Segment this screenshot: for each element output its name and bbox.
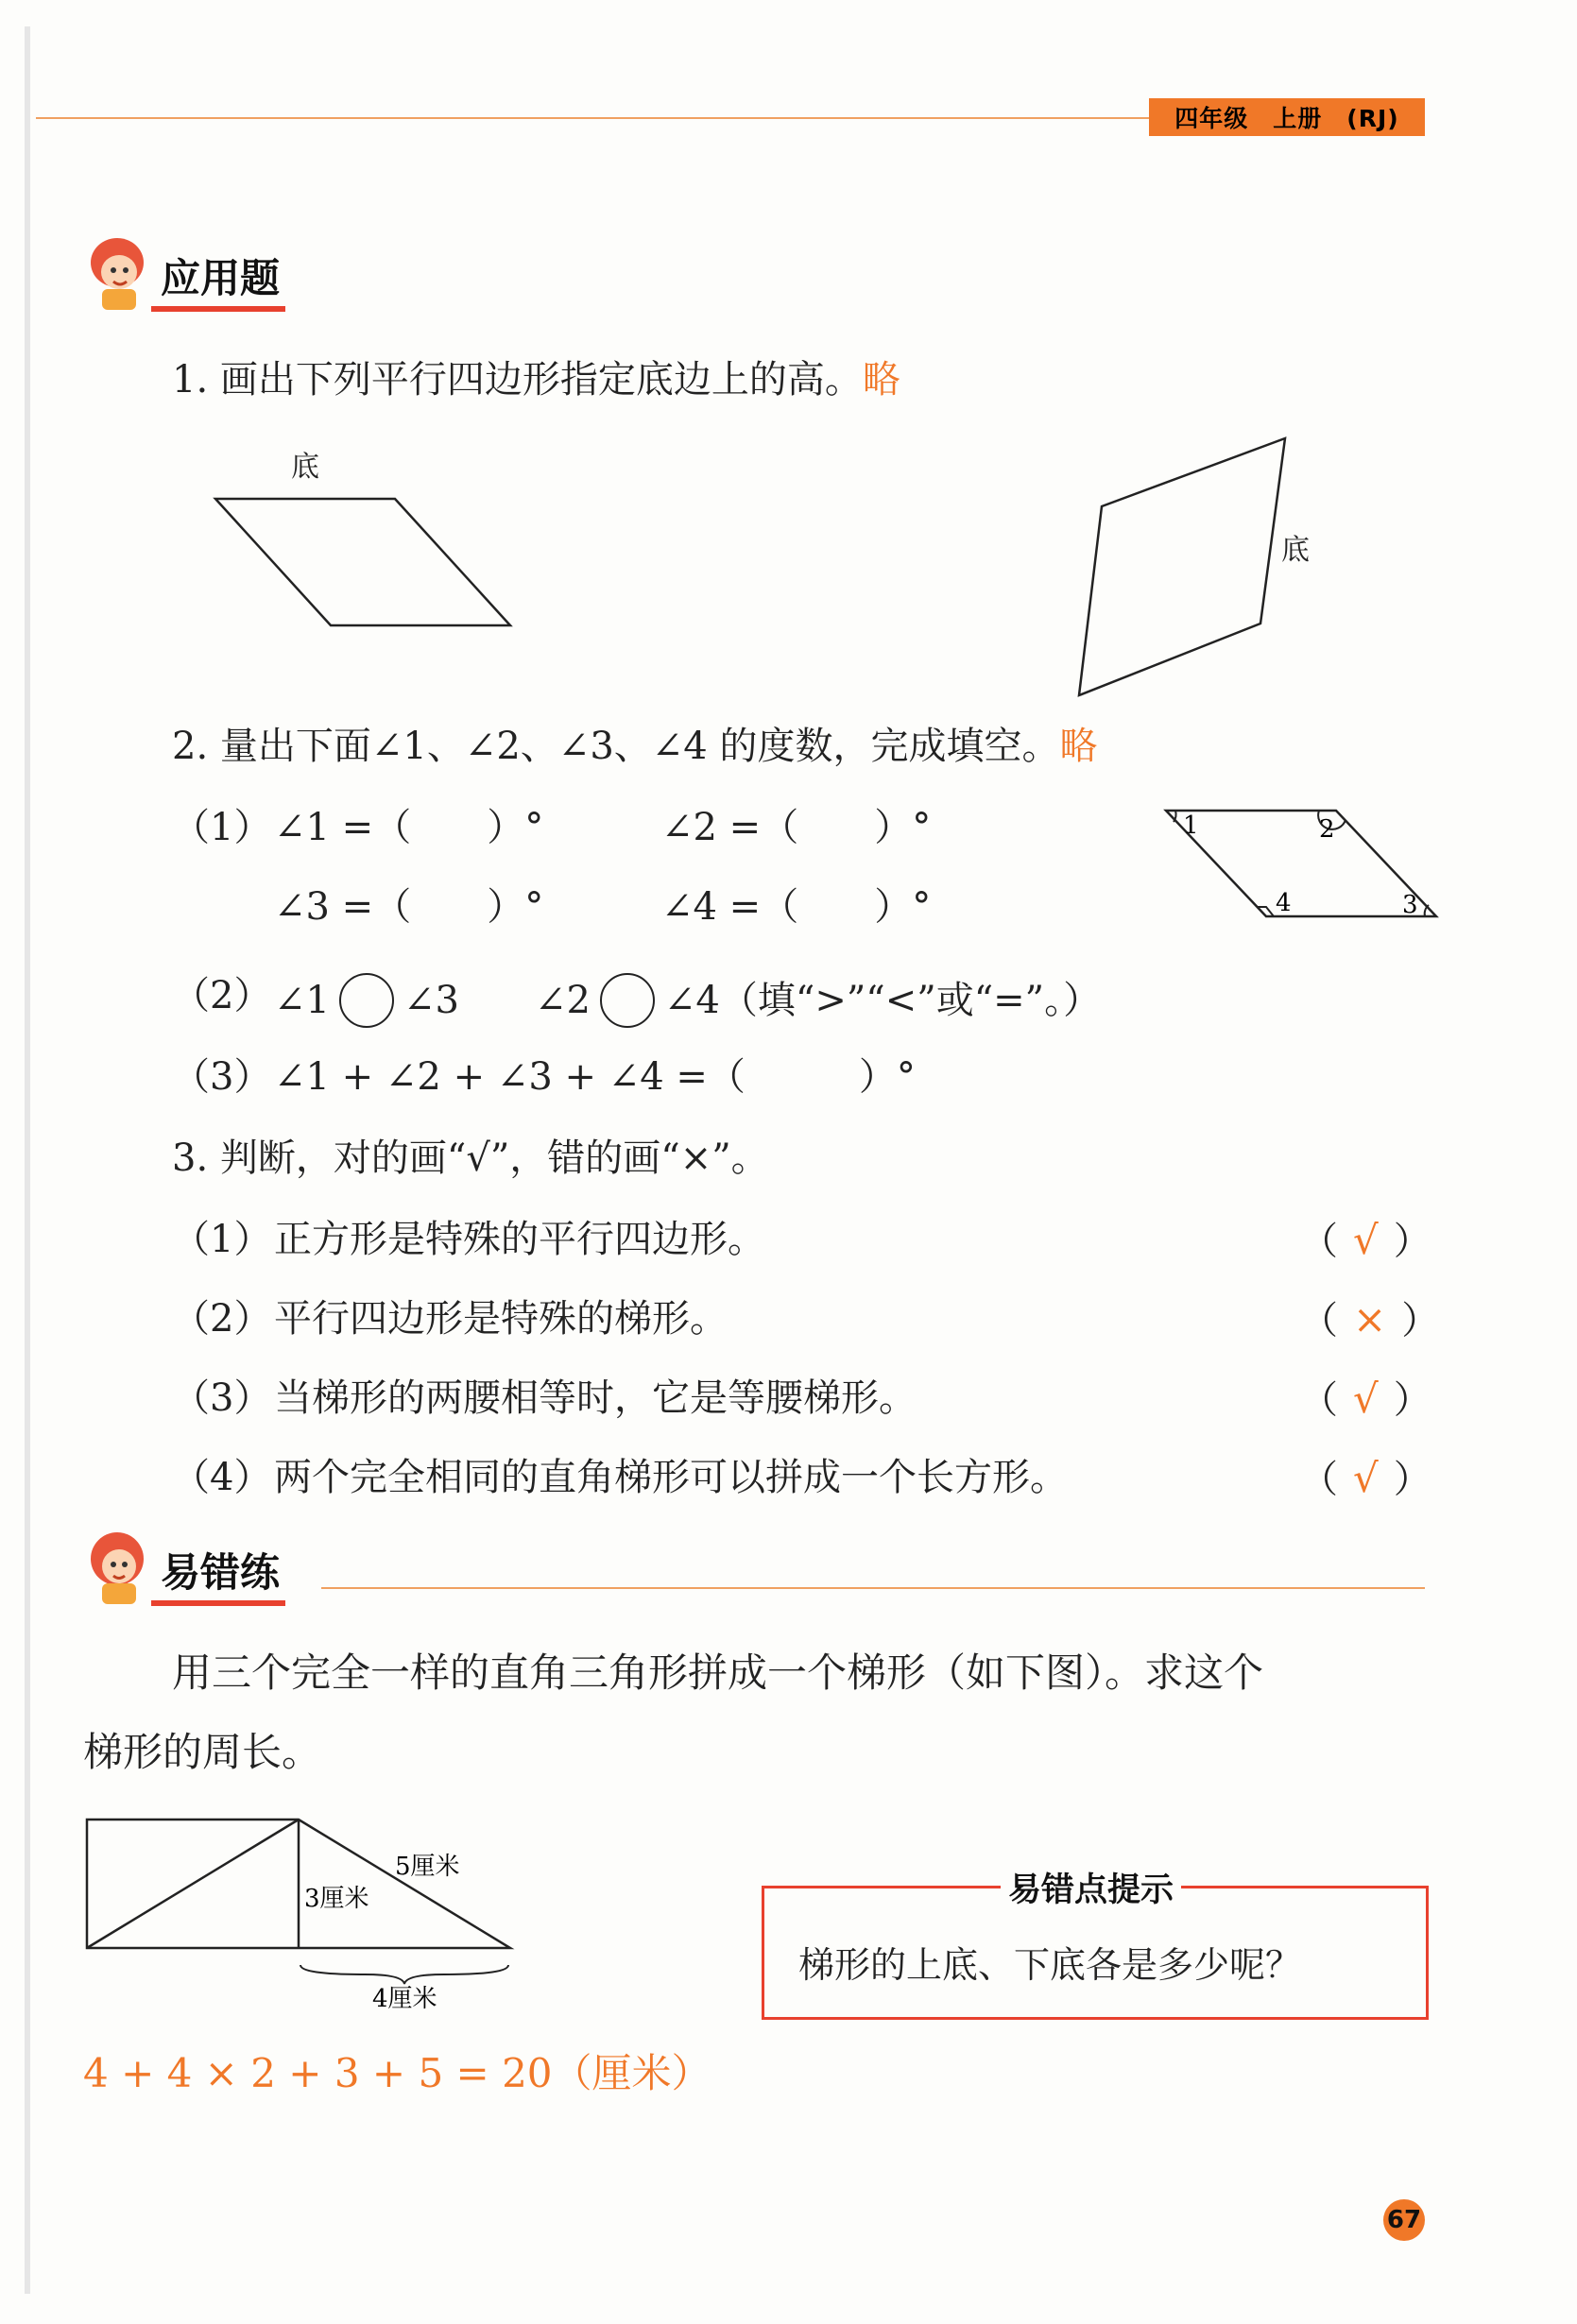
compare-1-left: ∠1: [274, 979, 330, 1022]
height-label: 3厘米: [304, 1885, 369, 1913]
judge-item-2-text: 平行四边形是特殊的梯形。: [274, 1297, 728, 1341]
question-2-text: 2. 量出下面∠1、∠2、∠3、∠4 的度数，完成填空。: [172, 725, 1060, 768]
angle-label-2: 2: [1319, 815, 1335, 844]
judge-item-1-answer: （ √ ）: [1300, 1217, 1431, 1263]
judge-mark-2: ×: [1353, 1296, 1387, 1342]
question-1-answer: 略: [862, 358, 900, 402]
base-label: 底: [1281, 534, 1310, 567]
parallelogram-figure-1: [208, 444, 529, 642]
base-label: 底: [291, 451, 319, 484]
judge-mark-4: √: [1353, 1455, 1379, 1501]
angle-label-3: 3: [1402, 891, 1418, 919]
question-1: [172, 357, 900, 402]
section-heading-error-prone: [85, 1529, 285, 1606]
question-1-text: 1. 画出下列平行四边形指定底边上的高。: [172, 358, 863, 402]
part-3-label: （3）: [172, 1055, 272, 1099]
angle-parallelogram-figure: [1158, 799, 1451, 941]
problem-line-2: 梯形的周长。: [83, 1729, 322, 1775]
judge-item-2-label: （2）: [172, 1297, 272, 1341]
header-rule: [36, 117, 1151, 119]
judge-item-1-text: 正方形是特殊的平行四边形。: [274, 1218, 765, 1261]
compare-2-right: ∠4（填“>”“<”或“=”。）: [663, 979, 1102, 1022]
question-3-text: 3. 判断，对的画“√”，错的画“×”。: [172, 1136, 769, 1180]
question-2: [172, 724, 1097, 769]
tip-title: 易错点提示: [1001, 1864, 1181, 1911]
section-heading-applied: [85, 234, 285, 312]
compare-1-right: ∠3: [403, 979, 459, 1022]
compare-2-left: ∠2: [534, 979, 591, 1022]
part-1-label: （1）: [172, 806, 272, 849]
compare-circle-1[interactable]: [339, 973, 394, 1028]
judge-item-4-answer: （ √ ）: [1300, 1455, 1431, 1501]
judge-item-1-label: （1）: [172, 1218, 272, 1261]
angle-label-4: 4: [1276, 889, 1292, 917]
part-2-label: （2）: [172, 974, 272, 1017]
compare-row: [274, 973, 1101, 1028]
parallelogram-figure-2: [1058, 425, 1323, 709]
judge-item-4-text: 两个完全相同的直角梯形可以拼成一个长方形。: [274, 1456, 1068, 1499]
judge-mark-1: √: [1353, 1217, 1379, 1263]
page-number: 67: [1383, 2199, 1425, 2241]
answer-formula: 4 + 4 × 2 + 3 + 5 = 20（厘米）: [83, 2050, 711, 2096]
judge-item-3-label: （3）: [172, 1376, 272, 1420]
section-rule: [321, 1587, 1425, 1589]
trapezoid-figure: [81, 1804, 535, 2012]
section-title: 易错练: [151, 1551, 285, 1606]
angle-sum-blank: ∠1 + ∠2 + ∠3 + ∠4 =（ ）°: [274, 1055, 916, 1099]
judge-item-4-label: （4）: [172, 1456, 272, 1499]
compare-circle-2[interactable]: [600, 973, 655, 1028]
grade-badge: 四年级 上册 (RJ): [1149, 98, 1425, 136]
kid-mascot-icon: [85, 234, 151, 312]
angle-2-blank: ∠2 =（ ）°: [661, 806, 932, 849]
hypotenuse-label: 5厘米: [395, 1853, 460, 1881]
question-2-answer: 略: [1059, 725, 1098, 768]
angle-3-blank: ∠3 =（ ）°: [274, 885, 544, 929]
judge-mark-3: √: [1353, 1376, 1379, 1422]
angle-1-blank: ∠1 =（ ）°: [274, 806, 544, 849]
problem-line-1: 用三个完全一样的直角三角形拼成一个梯形（如下图）。求这个: [172, 1649, 1264, 1696]
tip-box: [762, 1871, 1429, 2020]
judge-item-2-answer: （ × ）: [1300, 1296, 1440, 1342]
judge-item-3-text: 当梯形的两腰相等时，它是等腰梯形。: [274, 1376, 917, 1420]
angle-4-blank: ∠4 =（ ）°: [661, 885, 932, 929]
tip-text: 梯形的上底、下底各是多少呢？: [798, 1944, 1302, 1986]
base-length-label: 4厘米: [372, 1985, 437, 2012]
page-spine-shadow: [25, 26, 30, 2294]
angle-label-1: 1: [1183, 812, 1199, 840]
section-title: 应用题: [151, 257, 285, 312]
judge-item-3-answer: （ √ ）: [1300, 1376, 1431, 1422]
girl-mascot-icon: [85, 1529, 151, 1606]
